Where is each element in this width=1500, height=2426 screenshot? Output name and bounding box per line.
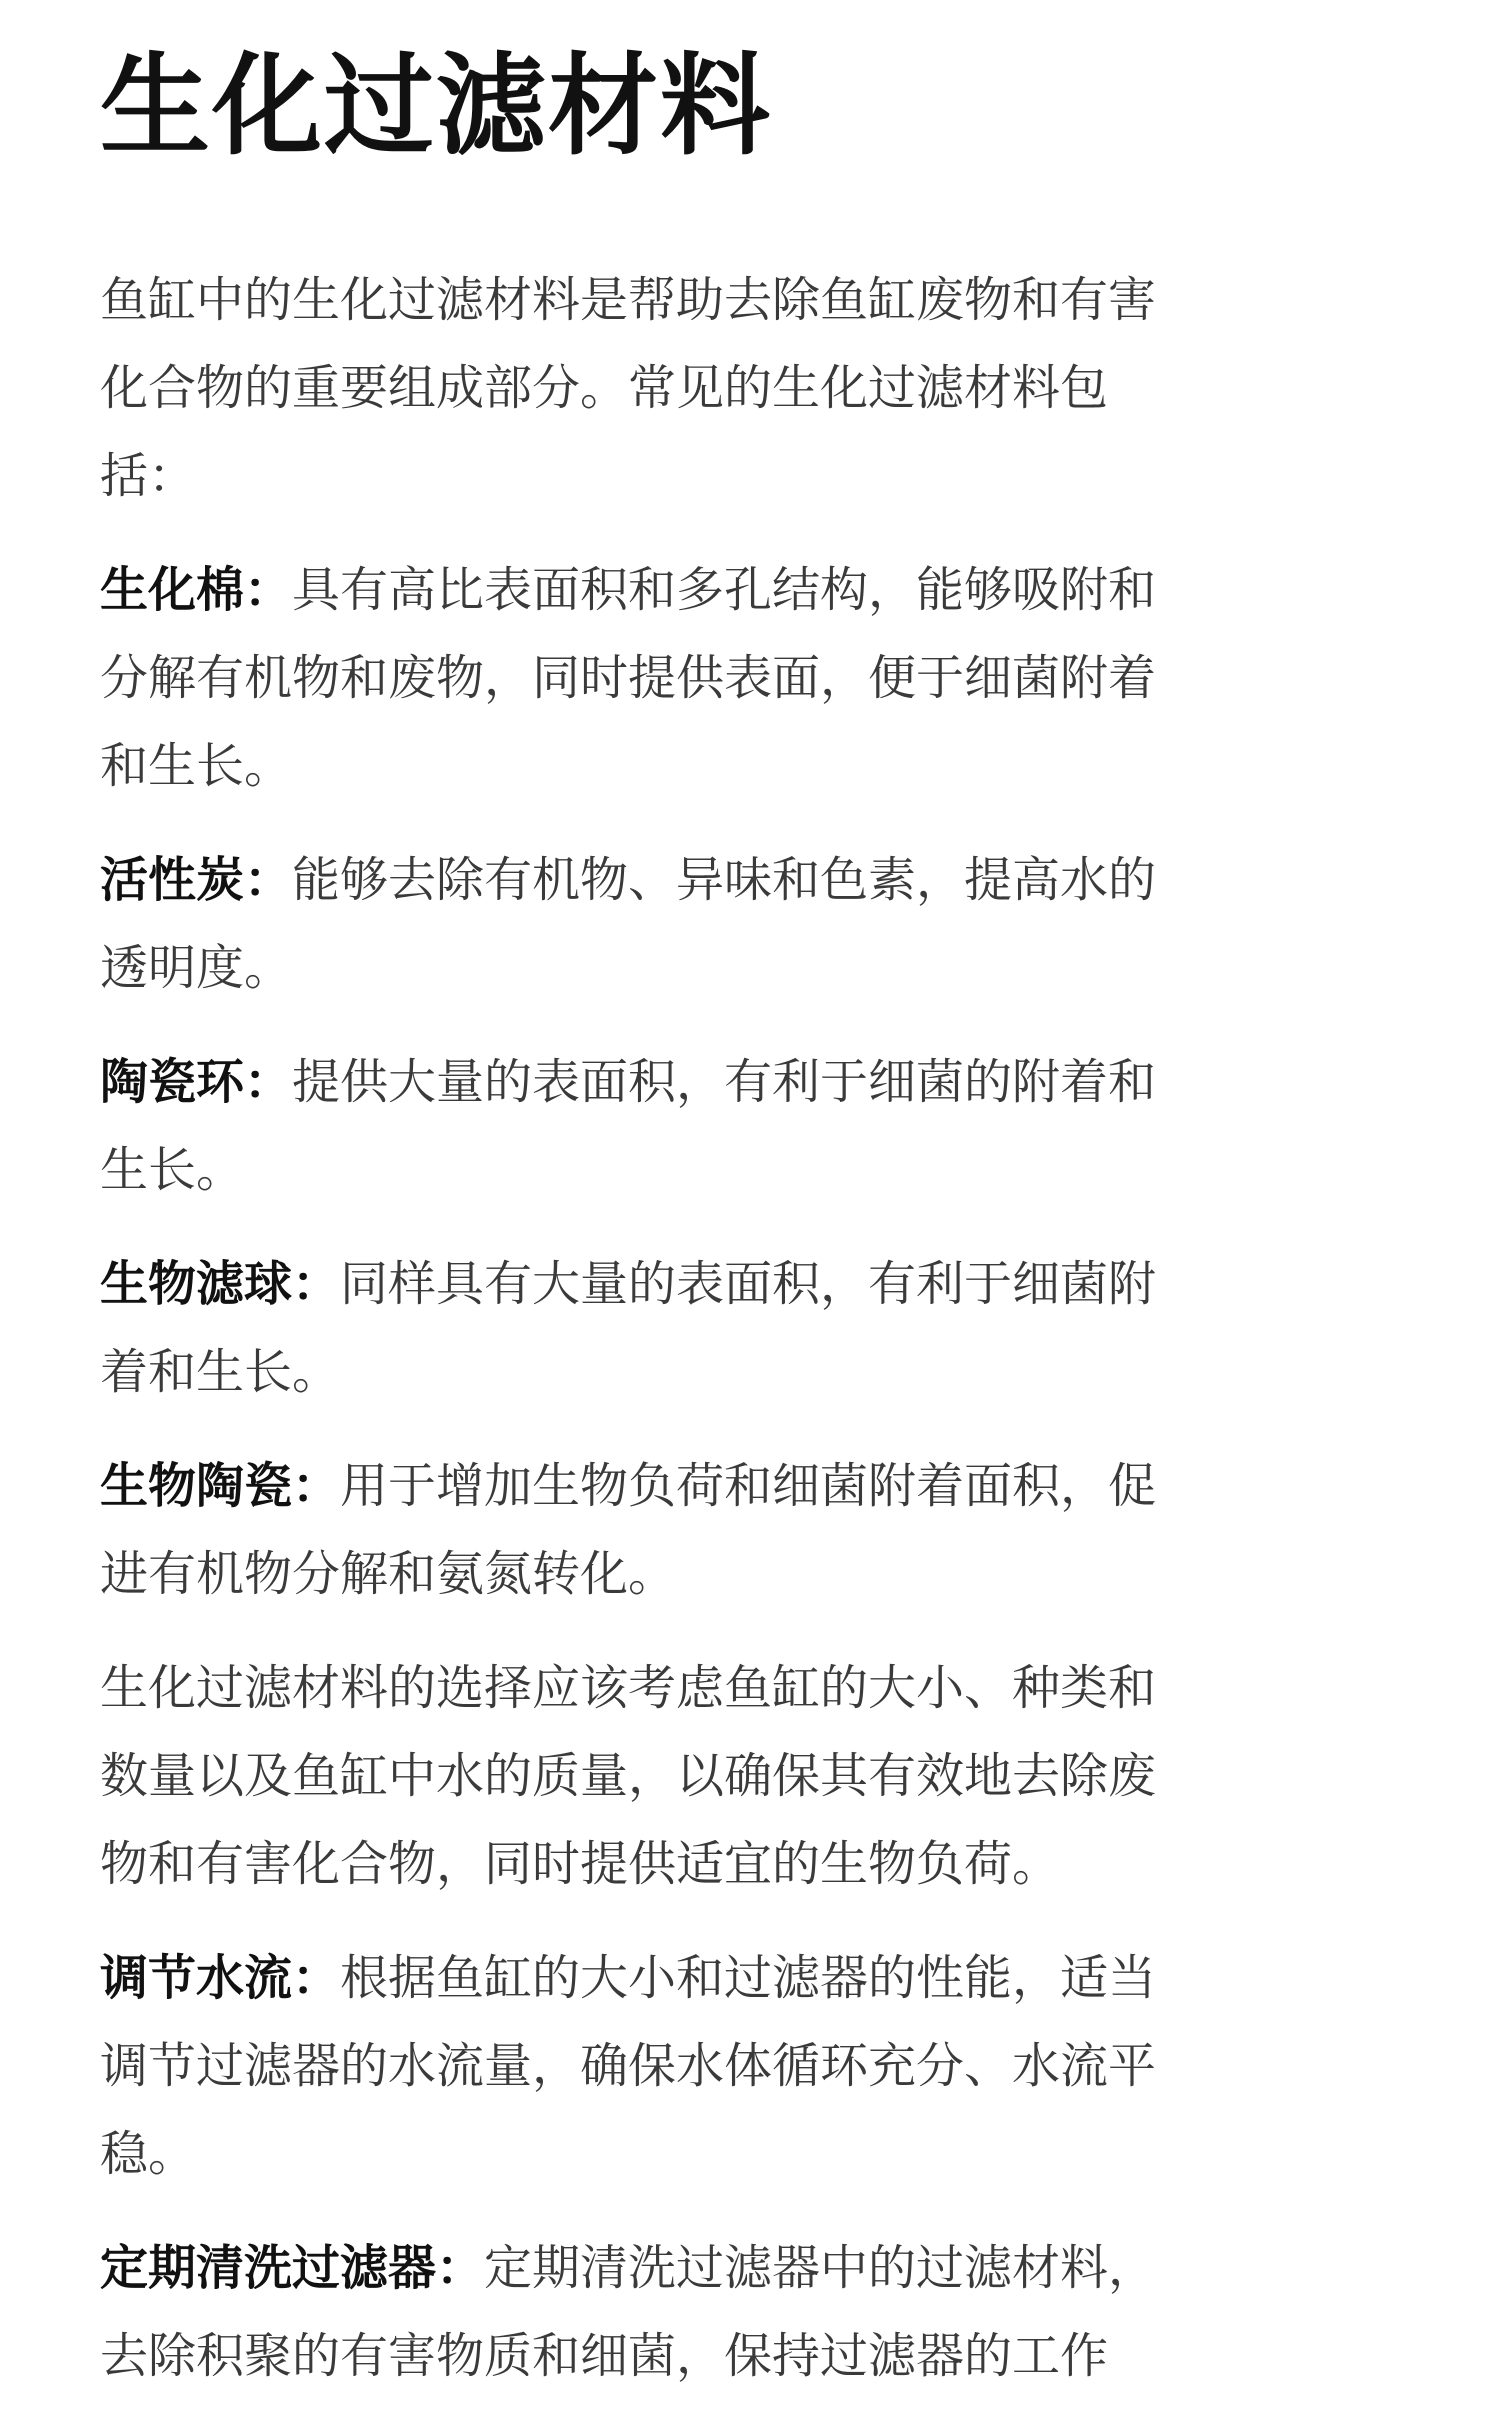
material-item-shengwulvqiu bbox=[100, 1240, 1180, 1416]
tip-text: 根据鱼缸的大小和过滤器的性能，适当调节过滤器的水流量，确保水体循环充分、水流平稳。 bbox=[100, 1950, 1157, 2182]
tip-term: 定期清洗过滤器 bbox=[100, 2240, 437, 2296]
page-title: 生化过滤材料 bbox=[100, 42, 772, 170]
term-colon: ： bbox=[292, 1458, 341, 1514]
term-colon: ： bbox=[436, 2240, 485, 2296]
material-term: 陶瓷环 bbox=[100, 1054, 245, 1110]
term-colon: ： bbox=[244, 852, 293, 908]
material-item-huoxingtan bbox=[100, 836, 1180, 1012]
tip-text: 定期清洗过滤器中的过滤材料，去除积聚的有害物质和细菌，保持过滤器的工作 bbox=[100, 2240, 1157, 2384]
material-text: 能够去除有机物、异味和色素，提高水的透明度。 bbox=[100, 852, 1157, 996]
article bbox=[100, 40, 1180, 2426]
material-term: 生物滤球 bbox=[100, 1256, 293, 1312]
intro-paragraph: 鱼缸中的生化过滤材料是帮助去除鱼缸废物和有害化合物的重要组成部分。常见的生化过滤材料包括： bbox=[100, 272, 1157, 504]
tip-item-adjust-flow bbox=[100, 1934, 1180, 2198]
tip-item-clean-filter bbox=[100, 2224, 1180, 2400]
material-text: 用于增加生物负荷和细菌附着面积，促进有机物分解和氨氮转化。 bbox=[100, 1458, 1157, 1602]
term-colon: ： bbox=[244, 1054, 293, 1110]
material-term: 生化棉 bbox=[100, 562, 245, 618]
material-term: 生物陶瓷 bbox=[100, 1458, 293, 1514]
material-term: 活性炭 bbox=[100, 852, 245, 908]
material-text: 具有高比表面积和多孔结构，能够吸附和分解有机物和废物，同时提供表面，便于细菌附着和生长。 bbox=[100, 562, 1157, 794]
tip-term: 调节水流 bbox=[100, 1950, 293, 2006]
material-item-taocihuan bbox=[100, 1038, 1180, 1214]
material-item-shengwutaoci bbox=[100, 1442, 1180, 1618]
material-text: 提供大量的表面积，有利于细菌的附着和生长。 bbox=[100, 1054, 1157, 1198]
summary-paragraph: 生化过滤材料的选择应该考虑鱼缸的大小、种类和数量以及鱼缸中水的质量，以确保其有效地去除废物和有害化合物，同时提供适宜的生物负荷。 bbox=[100, 1660, 1157, 1892]
term-colon: ： bbox=[244, 562, 293, 618]
material-text: 同样具有大量的表面积，有利于细菌附着和生长。 bbox=[100, 1256, 1157, 1400]
material-item-shenghuamian bbox=[100, 546, 1180, 810]
term-colon: ： bbox=[292, 1256, 341, 1312]
term-colon: ： bbox=[292, 1950, 341, 2006]
